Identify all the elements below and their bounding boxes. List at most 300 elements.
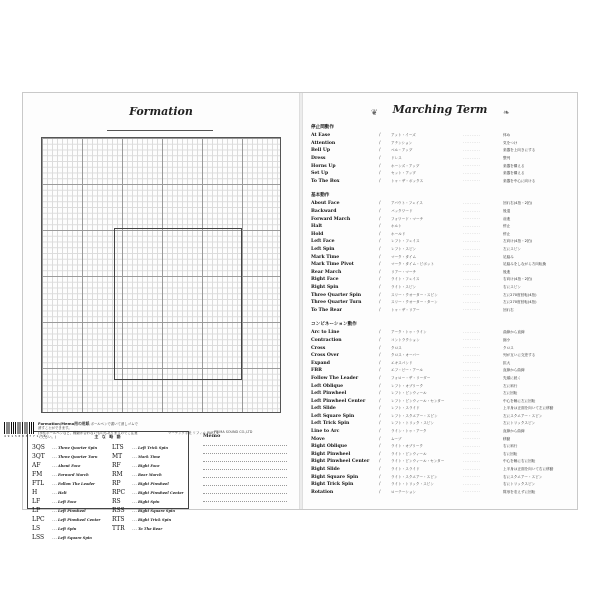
term-leader: ·········· [463,179,481,184]
term-separator: / [379,330,381,336]
abbreviation-code: MT [112,453,123,460]
term-row [311,178,573,186]
term-katakana: ライト・スクエアー・スピン [391,474,438,479]
term-english: Left Spin [311,247,335,253]
term-row [311,284,573,292]
term-english: Mark Time [311,254,340,260]
abbreviation-separator: … [52,507,57,514]
term-separator: / [379,398,381,404]
abbreviation-separator: … [52,525,57,532]
term-row [311,140,573,148]
abbreviation-code: AF [32,462,41,469]
memo-line[interactable] [203,485,287,486]
term-separator: / [379,337,381,343]
term-english: Cross [311,345,326,351]
term-english: Expand [311,360,330,366]
company-name: PRIMA SOUND CO.,LTD [214,430,253,434]
section-heading: コンビネーション動作 [311,322,357,328]
term-separator: / [379,406,381,412]
abbreviation-separator: … [132,462,137,469]
term-leader: ·········· [463,330,481,335]
term-separator: / [379,156,381,162]
term-row [311,473,573,481]
term-leader: ·········· [463,300,481,305]
term-leader: ·········· [463,482,481,487]
term-separator: / [379,247,381,253]
term-leader: ·········· [463,338,481,343]
term-row [311,261,573,269]
memo-line[interactable] [203,501,287,502]
term-row [311,337,573,345]
abbreviation-separator: … [132,507,137,514]
term-katakana: レフト・スクエアー・スピン [391,413,438,418]
abbreviation-row [112,452,184,461]
abbreviation-name: Left Face [58,499,77,504]
term-japanese: 楽器を構える [503,163,525,168]
abbreviation-separator: … [132,489,137,496]
abbreviation-row [32,515,100,524]
term-separator: / [379,489,381,495]
term-japanese: 中心を軸に右に回転 [503,459,536,464]
term-leader: ·········· [463,308,481,313]
term-row [311,246,573,254]
abbreviation-code: RPC [112,489,126,496]
abbreviation-name: Left Spin [58,526,77,531]
term-japanese: 左にスクエアー・スピン [503,413,543,418]
abbreviation-separator: … [132,498,137,505]
term-japanese: 左向け(4拍・2拍) [503,239,532,244]
memo-line[interactable] [203,445,287,446]
term-separator: / [379,474,381,480]
term-katakana: レフト・トリック・スピン [391,421,434,426]
term-separator: / [379,436,381,442]
term-separator: / [379,451,381,457]
term-row [311,489,573,497]
term-leader: ·········· [463,452,481,457]
memo-label: Memo [203,433,221,439]
term-separator: / [379,368,381,374]
term-katakana: アバウト・フェイス [391,201,423,206]
term-leader: ·········· [463,133,481,138]
term-row [311,344,573,352]
term-english: Horns Up [311,163,336,169]
term-separator: / [379,178,381,184]
term-english: Rotation [311,489,334,495]
term-row [311,299,573,307]
abbreviation-separator: … [52,471,57,478]
term-separator: / [379,429,381,435]
term-japanese: 足踏み [503,254,514,259]
marching-term-page [303,93,577,509]
term-row [311,208,573,216]
abbreviation-row [32,524,100,533]
abbreviation-separator: … [132,525,137,532]
term-separator: / [379,148,381,154]
term-separator: / [379,300,381,306]
term-katakana: クロス・オーバー [391,353,420,358]
abbreviation-code: LP [32,507,41,514]
abbreviation-title: 主 な 略 語 [94,434,122,439]
abbreviation-name: Left Trick Spin [138,445,168,450]
term-katakana: ライト・ピンウィール [391,451,427,456]
formation-grid[interactable] [41,137,281,413]
term-english: Hold [311,231,324,237]
term-leader: ·········· [463,376,481,381]
abbreviation-name: Mark Time [138,454,161,459]
term-japanese: 停止 [503,224,511,229]
formation-title: Formation [129,105,193,118]
term-japanese: 足踏みをしながら方向転換 [503,262,547,267]
term-katakana: トゥ・ザ・リアー [391,307,420,312]
abbreviation-separator: … [132,471,137,478]
term-english: Follow The Leader [311,375,359,381]
term-separator: / [379,140,381,146]
term-katakana: リアー・マーチ [391,269,417,274]
term-english: To The Rear [311,307,342,313]
term-katakana: レフト・フェイス [391,239,420,244]
term-japanese: 回れ右 [503,307,514,312]
term-katakana: ライト・スピン [391,284,417,289]
term-katakana: ライト・フェイス [391,277,420,282]
abbreviation-row [112,461,184,470]
abbreviation-name: Three Quarter Turn [58,454,98,459]
term-row [311,466,573,474]
term-row [311,291,573,299]
abbreviation-name: Right Pinwheel Center [138,490,184,495]
abbreviation-name: Left Pinwheel [58,508,86,513]
abbreviation-separator: … [52,453,57,460]
term-row [311,147,573,155]
term-leader: ·········· [463,346,481,351]
abbreviation-separator: … [52,480,57,487]
term-separator: / [379,163,381,169]
term-row [311,458,573,466]
term-katakana: ライト・ピンウィール・センター [391,459,445,464]
abbreviation-code: H [32,489,38,496]
term-row [311,269,573,277]
term-katakana: フォロー・ザ・リーダー [391,375,431,380]
term-english: At Ease [311,133,331,139]
abbreviation-row [32,461,100,470]
term-japanese: 列が互いに交差する [503,353,536,358]
abbreviation-row [112,488,184,497]
term-katakana: ライト・スライド [391,467,420,472]
term-english: To The Box [311,178,340,184]
term-english: Move [311,436,325,442]
term-japanese: 右に斜行 [503,444,518,449]
term-leader: ·········· [463,201,481,206]
term-row [311,170,573,178]
term-separator: / [379,375,381,381]
term-leader: ·········· [463,406,481,411]
term-english: Attention [311,140,336,146]
term-english: Dress [311,156,326,162]
abbreviation-name: Follow The Leader [58,481,95,486]
term-katakana: ムーブ [391,436,402,441]
term-katakana: レフト・スライド [391,406,420,411]
barcode-number: 4 9 1 5 0 0 3 7 7 1 7 6 [4,434,46,438]
abbreviation-row [112,506,184,515]
term-leader: ·········· [463,421,481,426]
abbreviation-separator: … [132,444,137,451]
term-leader: ·········· [463,217,481,222]
term-row [311,276,573,284]
term-japanese: 右にスピン [503,284,521,289]
term-japanese: 直線から曲線 [503,429,525,434]
abbreviation-separator: … [52,516,57,523]
abbreviation-column-2 [112,443,184,533]
term-row [311,238,573,246]
term-leader: ·········· [463,293,481,298]
term-separator: / [379,413,381,419]
term-japanese: 直線から曲線 [503,368,525,373]
term-leader: ·········· [463,285,481,290]
term-leader: ·········· [463,399,481,404]
abbreviation-code: LPC [32,516,45,523]
term-row [311,223,573,231]
abbreviation-separator: … [52,489,57,496]
abbreviation-code: RM [112,471,123,478]
term-english: FBR [311,368,322,374]
term-japanese: 左にスピン [503,247,521,252]
term-japanese: 左に270度回転(4拍) [503,300,537,305]
term-separator: / [379,467,381,473]
term-katakana: レフト・ピンウィール [391,391,427,396]
term-english: Right Slide [311,467,340,473]
abbreviation-separator: … [52,444,57,451]
term-english: Line to Arc [311,429,340,435]
term-row [311,375,573,383]
term-japanese: 楽器を構える [503,171,525,176]
term-separator: / [379,201,381,207]
term-separator: / [379,133,381,139]
term-separator: / [379,277,381,283]
abbreviation-row [32,497,100,506]
term-japanese: 中心を軸に左に回転 [503,398,536,403]
term-japanese: 先頭に続く [503,375,521,380]
term-katakana: エフ・ビー・アール [391,368,424,373]
term-english: Backward [311,209,337,215]
term-leader: ·········· [463,262,481,267]
term-katakana: エキスパンド [391,360,413,365]
term-leader: ·········· [463,444,481,449]
term-english: Left Pinwheel Center [311,398,366,404]
term-japanese: 前進 [503,216,511,221]
term-japanese: 後退 [503,209,511,214]
ornament-left-icon: ❦ [371,108,378,117]
abbreviation-row [32,479,100,488]
term-separator: / [379,262,381,268]
term-japanese: 上半身は正面を向いて左に移動 [503,406,554,411]
term-leader: ·········· [463,255,481,260]
term-english: Arc to Line [311,330,340,336]
term-katakana: セット・アップ [391,171,416,176]
term-english: Left Face [311,239,335,245]
term-leader: ·········· [463,156,481,161]
memo-line[interactable] [203,461,287,462]
abbreviation-code: 3QS [32,444,45,451]
term-leader: ·········· [463,232,481,237]
product-description-line2: (水性ボールペンなど、種類が合わないものもありますのでご注意ください。) [38,430,138,440]
term-row [311,420,573,428]
abbreviation-code: LTS [112,444,124,451]
term-japanese: 曲線から直線 [503,330,525,335]
term-leader: ·········· [463,459,481,464]
abbreviation-row [112,515,184,524]
memo-line[interactable] [203,453,287,454]
term-japanese: 右にスクエアー・スピン [503,474,543,479]
abbreviation-column-1 [32,443,100,542]
abbreviation-name: Right Pinwheel [138,481,169,486]
term-katakana: クロス [391,345,402,350]
marching-term-title: Marching Term [392,103,488,116]
term-japanese: 右にトリックスピン [503,482,536,487]
term-leader: ·········· [463,171,481,176]
abbreviation-code: FTL [32,480,45,487]
term-row [311,162,573,170]
term-separator: / [379,360,381,366]
term-leader: ·········· [463,239,481,244]
abbreviation-separator: … [132,480,137,487]
term-katakana: スリー・クオーター・ターン [391,300,438,305]
term-katakana: レフト・スピン [391,247,417,252]
abbreviation-row [32,488,100,497]
term-japanese: 左に回転 [503,391,518,396]
abbreviation-row [32,470,100,479]
term-japanese: 気をつけ [503,140,518,145]
term-japanese: 拡大 [503,360,511,365]
term-row [311,329,573,337]
abbreviation-name: To The Rear [138,526,163,531]
abbreviation-code: TTR [112,525,125,532]
product-description-title: Formation/Memo用の用紙 [38,421,90,426]
notebook-spread [22,92,578,541]
term-leader: ·········· [463,209,481,214]
memo-line[interactable] [203,469,287,470]
term-english: Left Square Spin [311,413,355,419]
term-row [311,200,573,208]
term-japanese: 楽器を上向きにする [503,148,536,153]
term-japanese: 右向け(4拍・2拍) [503,277,532,282]
memo-line[interactable] [203,493,287,494]
term-separator: / [379,284,381,290]
abbreviation-separator: … [52,462,57,469]
term-row [311,481,573,489]
barcode-icon [4,422,34,434]
term-separator: / [379,239,381,245]
term-list [311,123,573,496]
abbreviation-name: Right Face [138,463,160,468]
term-separator: / [379,383,381,389]
abbreviation-code: FM [32,471,43,478]
term-leader: ·········· [463,277,481,282]
term-katakana: ローテーション [391,489,417,494]
abbreviation-code: RSS [112,507,125,514]
abbreviation-name: Right Square Spin [138,508,175,513]
term-english: Right Square Spin [311,474,359,480]
abbreviation-separator: … [132,516,137,523]
term-katakana: フォワード・マーチ [391,216,424,221]
term-japanese: 移動 [503,436,511,441]
formation-page [23,93,299,541]
term-separator: / [379,391,381,397]
term-english: Three Quarter Spin [311,292,362,298]
term-leader: ·········· [463,141,481,146]
term-japanese: 左にトリックスピン [503,421,536,426]
abbreviation-row [32,506,100,515]
abbreviation-row [112,497,184,506]
term-english: Halt [311,224,323,230]
term-japanese: 左に270度回転(4拍) [503,292,537,297]
term-katakana: アテンション [391,140,413,145]
term-japanese: クロス [503,345,514,350]
term-row [311,132,573,140]
term-english: Right Oblique [311,444,348,450]
term-leader: ·········· [463,270,481,275]
abbreviation-row [112,470,184,479]
term-row [311,428,573,436]
term-english: Left Pinwheel [311,391,347,397]
term-katakana: ホールド [391,231,406,236]
term-katakana: バックワード [391,209,413,214]
abbreviation-name: Halt [58,490,67,495]
term-row [311,451,573,459]
section-heading: 基本動作 [311,193,330,199]
term-leader: ·········· [463,429,481,434]
term-separator: / [379,482,381,488]
term-row [311,155,573,163]
term-leader: ·········· [463,467,481,472]
abbreviation-name: Right Spin [138,499,160,504]
abbreviation-name: Left Square Spin [58,535,92,540]
abbreviation-name: Rear March [138,472,162,477]
term-row [311,397,573,405]
term-english: Three Quarter Turn [311,300,362,306]
product-series: マーチング手帳 リフィル PART 4 [168,431,219,435]
abbreviation-separator: … [52,534,57,541]
product-footer [4,422,276,442]
term-english: Right Spin [311,284,339,290]
abbreviation-code: LF [32,498,41,505]
term-english: Left Trick Spin [311,421,350,427]
term-katakana: コントラクション [391,337,420,342]
abbreviation-name: About Face [58,463,81,468]
term-leader: ·········· [463,148,481,153]
memo-line[interactable] [203,477,287,478]
term-row [311,215,573,223]
term-japanese: 停止 [503,231,511,236]
term-separator: / [379,307,381,313]
term-leader: ·········· [463,475,481,480]
abbreviation-name: Forward March [58,472,89,477]
term-katakana: ライト・トリック・スピン [391,482,434,487]
term-english: Right Pinwheel [311,451,351,457]
term-leader: ·········· [463,437,481,442]
abbreviation-name: Three Quarter Spin [58,445,98,450]
term-leader: ·········· [463,414,481,419]
term-japanese: 回れ右(4拍・2拍) [503,201,532,206]
abbreviation-row [32,533,100,542]
term-japanese: 隊形を変えずに回転 [503,489,536,494]
term-row [311,390,573,398]
product-description-line1: ポールペンで書いて消しゴムで消すことができます。 [38,422,138,431]
term-separator: / [379,459,381,465]
abbreviation-row [112,524,184,533]
term-leader: ·········· [463,353,481,358]
term-katakana: ホーンズ・アップ [391,163,420,168]
abbreviation-row [112,479,184,488]
term-japanese: 整列 [503,156,511,161]
